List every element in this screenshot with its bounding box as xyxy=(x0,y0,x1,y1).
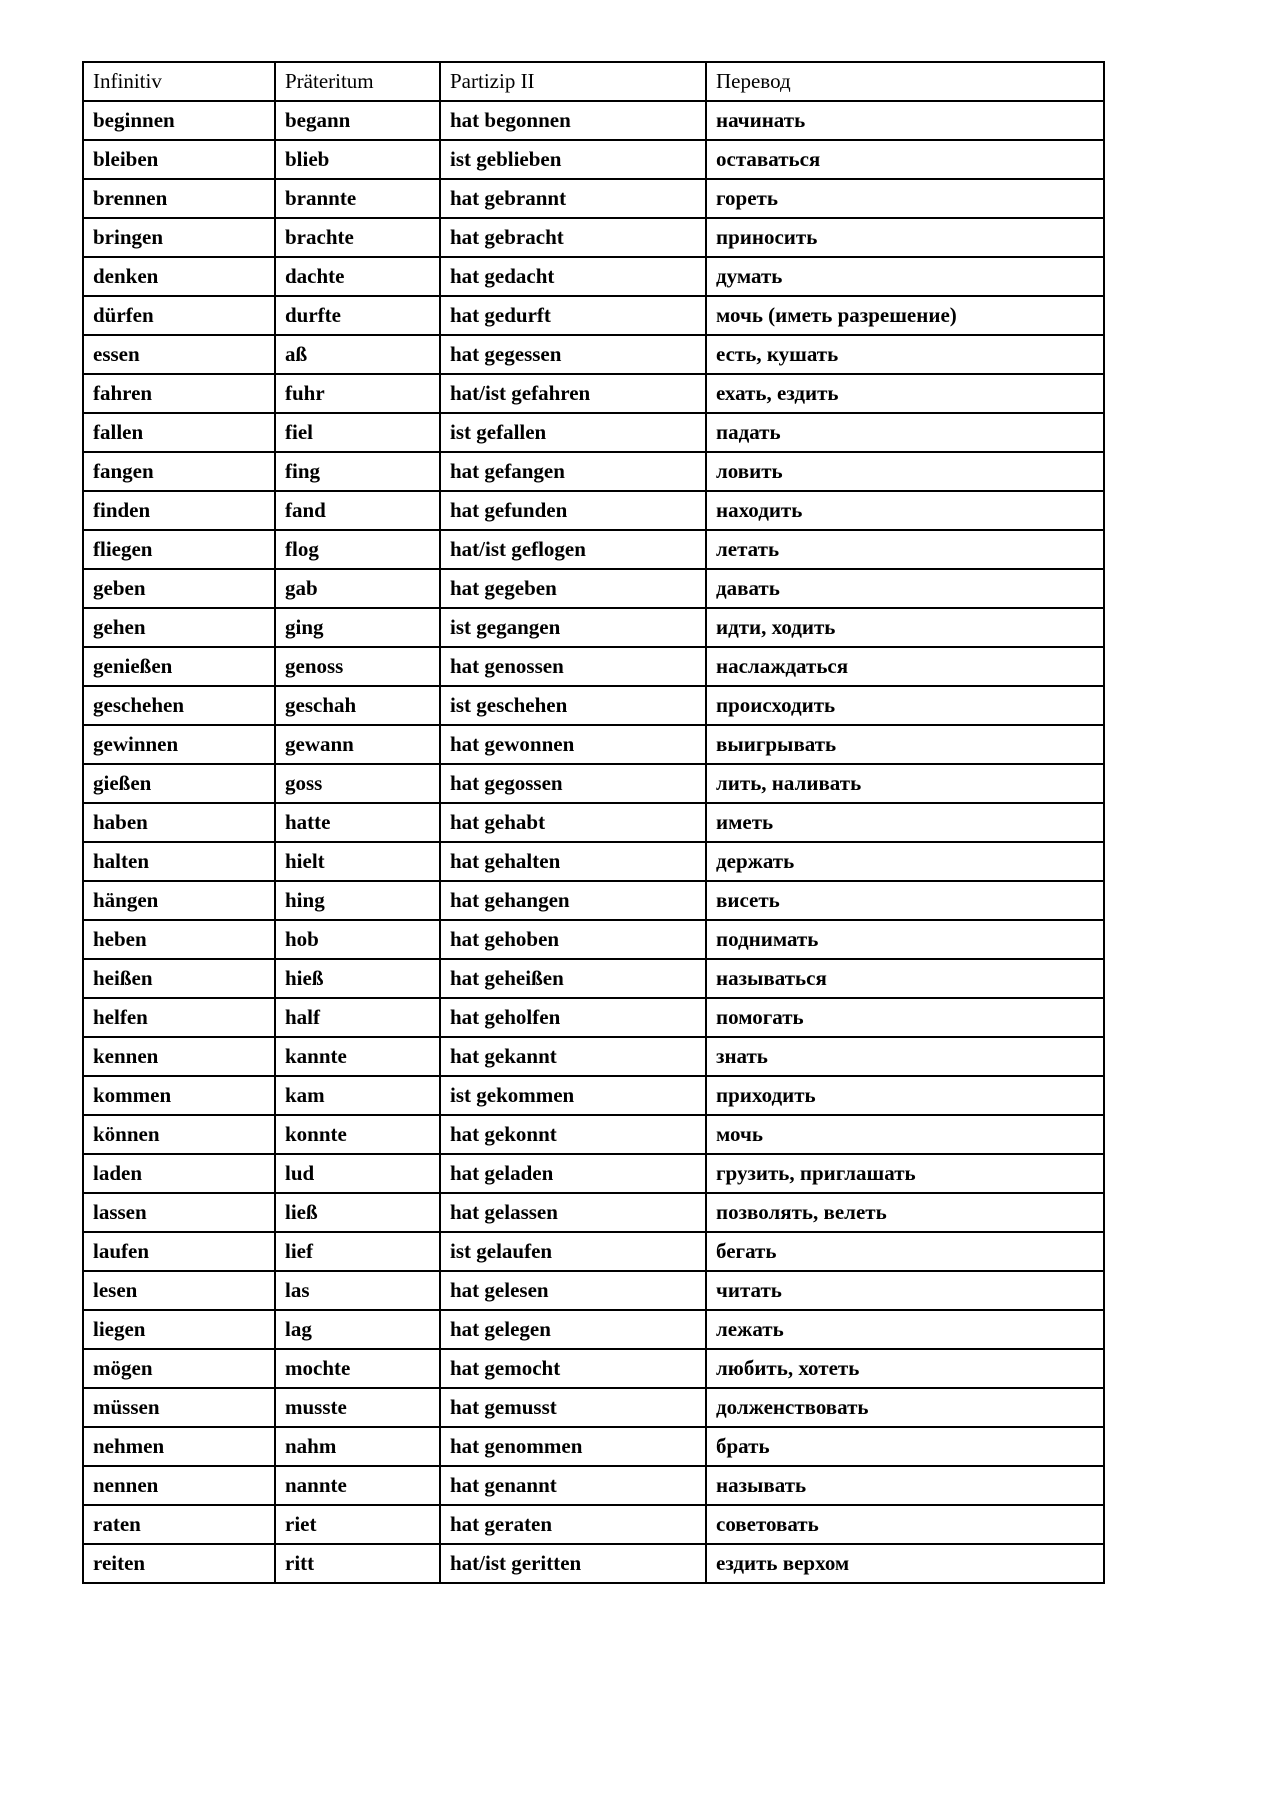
cell-praeteritum: hieß xyxy=(275,959,440,998)
cell-praeteritum: genoss xyxy=(275,647,440,686)
cell-perevod: приносить xyxy=(706,218,1104,257)
cell-partizip-ii: hat gedurft xyxy=(440,296,706,335)
cell-praeteritum: ritt xyxy=(275,1544,440,1583)
cell-partizip-ii: hat gekonnt xyxy=(440,1115,706,1154)
cell-praeteritum: lag xyxy=(275,1310,440,1349)
cell-perevod: держать xyxy=(706,842,1104,881)
cell-partizip-ii: hat geheißen xyxy=(440,959,706,998)
cell-praeteritum: mochte xyxy=(275,1349,440,1388)
cell-infinitiv: heißen xyxy=(83,959,275,998)
cell-partizip-ii: hat gekannt xyxy=(440,1037,706,1076)
cell-praeteritum: hob xyxy=(275,920,440,959)
cell-infinitiv: geschehen xyxy=(83,686,275,725)
cell-partizip-ii: hat gewonnen xyxy=(440,725,706,764)
cell-perevod: ехать, ездить xyxy=(706,374,1104,413)
header-row xyxy=(83,62,1104,101)
cell-praeteritum: gab xyxy=(275,569,440,608)
cell-partizip-ii: hat gehabt xyxy=(440,803,706,842)
cell-infinitiv: mögen xyxy=(83,1349,275,1388)
cell-perevod: падать xyxy=(706,413,1104,452)
table-row xyxy=(83,1271,1104,1310)
cell-perevod: долженствовать xyxy=(706,1388,1104,1427)
cell-perevod: летать xyxy=(706,530,1104,569)
table-row xyxy=(83,413,1104,452)
table-row xyxy=(83,1505,1104,1544)
cell-partizip-ii: hat gemocht xyxy=(440,1349,706,1388)
cell-perevod: лежать xyxy=(706,1310,1104,1349)
cell-perevod: читать xyxy=(706,1271,1104,1310)
cell-perevod: происходить xyxy=(706,686,1104,725)
table-row xyxy=(83,257,1104,296)
cell-partizip-ii: hat gehalten xyxy=(440,842,706,881)
table-row xyxy=(83,374,1104,413)
header-perevod: Перевод xyxy=(706,62,1104,101)
cell-infinitiv: fangen xyxy=(83,452,275,491)
cell-perevod: поднимать xyxy=(706,920,1104,959)
table-row xyxy=(83,296,1104,335)
cell-partizip-ii: hat gehangen xyxy=(440,881,706,920)
cell-infinitiv: kommen xyxy=(83,1076,275,1115)
cell-infinitiv: bringen xyxy=(83,218,275,257)
header-partizip-ii: Partizip II xyxy=(440,62,706,101)
cell-partizip-ii: ist gelaufen xyxy=(440,1232,706,1271)
cell-praeteritum: ließ xyxy=(275,1193,440,1232)
cell-infinitiv: dürfen xyxy=(83,296,275,335)
cell-praeteritum: musste xyxy=(275,1388,440,1427)
table-row xyxy=(83,1544,1104,1583)
cell-infinitiv: essen xyxy=(83,335,275,374)
table-row xyxy=(83,1115,1104,1154)
table-row xyxy=(83,725,1104,764)
cell-perevod: идти, ходить xyxy=(706,608,1104,647)
table-row xyxy=(83,1154,1104,1193)
table-row xyxy=(83,1076,1104,1115)
cell-perevod: давать xyxy=(706,569,1104,608)
cell-perevod: называть xyxy=(706,1466,1104,1505)
cell-partizip-ii: hat geholfen xyxy=(440,998,706,1037)
cell-infinitiv: können xyxy=(83,1115,275,1154)
cell-partizip-ii: hat gegossen xyxy=(440,764,706,803)
cell-praeteritum: las xyxy=(275,1271,440,1310)
cell-praeteritum: hielt xyxy=(275,842,440,881)
table-row xyxy=(83,842,1104,881)
cell-infinitiv: raten xyxy=(83,1505,275,1544)
table-row xyxy=(83,1388,1104,1427)
cell-perevod: висеть xyxy=(706,881,1104,920)
verb-table xyxy=(82,61,1105,1584)
table-row xyxy=(83,764,1104,803)
cell-partizip-ii: hat gehoben xyxy=(440,920,706,959)
cell-partizip-ii: ist geschehen xyxy=(440,686,706,725)
table-row xyxy=(83,1349,1104,1388)
cell-praeteritum: brachte xyxy=(275,218,440,257)
verb-table-header xyxy=(83,62,1104,101)
cell-partizip-ii: hat gefunden xyxy=(440,491,706,530)
cell-infinitiv: heben xyxy=(83,920,275,959)
cell-perevod: знать xyxy=(706,1037,1104,1076)
cell-praeteritum: kannte xyxy=(275,1037,440,1076)
cell-praeteritum: geschah xyxy=(275,686,440,725)
cell-partizip-ii: ist gegangen xyxy=(440,608,706,647)
cell-perevod: грузить, приглашать xyxy=(706,1154,1104,1193)
cell-praeteritum: ging xyxy=(275,608,440,647)
cell-infinitiv: gewinnen xyxy=(83,725,275,764)
cell-partizip-ii: ist geblieben xyxy=(440,140,706,179)
cell-praeteritum: begann xyxy=(275,101,440,140)
table-row xyxy=(83,179,1104,218)
cell-praeteritum: nahm xyxy=(275,1427,440,1466)
table-row xyxy=(83,959,1104,998)
verb-table-body xyxy=(83,101,1104,1583)
cell-partizip-ii: hat begonnen xyxy=(440,101,706,140)
table-row xyxy=(83,1427,1104,1466)
cell-praeteritum: flog xyxy=(275,530,440,569)
cell-infinitiv: gehen xyxy=(83,608,275,647)
cell-partizip-ii: hat/ist geflogen xyxy=(440,530,706,569)
cell-partizip-ii: hat gefangen xyxy=(440,452,706,491)
table-row xyxy=(83,803,1104,842)
table-row xyxy=(83,1037,1104,1076)
header-infinitiv: Infinitiv xyxy=(83,62,275,101)
cell-praeteritum: half xyxy=(275,998,440,1037)
cell-perevod: позволять, велеть xyxy=(706,1193,1104,1232)
cell-perevod: мочь xyxy=(706,1115,1104,1154)
cell-praeteritum: hing xyxy=(275,881,440,920)
cell-partizip-ii: hat geraten xyxy=(440,1505,706,1544)
cell-praeteritum: blieb xyxy=(275,140,440,179)
cell-praeteritum: dachte xyxy=(275,257,440,296)
cell-infinitiv: laufen xyxy=(83,1232,275,1271)
cell-perevod: начинать xyxy=(706,101,1104,140)
cell-perevod: иметь xyxy=(706,803,1104,842)
table-row xyxy=(83,920,1104,959)
cell-perevod: брать xyxy=(706,1427,1104,1466)
cell-infinitiv: fallen xyxy=(83,413,275,452)
cell-praeteritum: aß xyxy=(275,335,440,374)
cell-perevod: наслаждаться xyxy=(706,647,1104,686)
cell-perevod: лить, наливать xyxy=(706,764,1104,803)
cell-partizip-ii: hat gegeben xyxy=(440,569,706,608)
cell-praeteritum: lief xyxy=(275,1232,440,1271)
cell-perevod: ловить xyxy=(706,452,1104,491)
table-row xyxy=(83,140,1104,179)
cell-praeteritum: goss xyxy=(275,764,440,803)
cell-partizip-ii: hat gelassen xyxy=(440,1193,706,1232)
cell-praeteritum: fing xyxy=(275,452,440,491)
cell-perevod: гореть xyxy=(706,179,1104,218)
cell-partizip-ii: hat geladen xyxy=(440,1154,706,1193)
cell-perevod: ездить верхом xyxy=(706,1544,1104,1583)
cell-praeteritum: fiel xyxy=(275,413,440,452)
cell-perevod: бегать xyxy=(706,1232,1104,1271)
cell-perevod: советовать xyxy=(706,1505,1104,1544)
cell-perevod: оставаться xyxy=(706,140,1104,179)
cell-infinitiv: reiten xyxy=(83,1544,275,1583)
table-row xyxy=(83,686,1104,725)
cell-praeteritum: durfte xyxy=(275,296,440,335)
cell-partizip-ii: hat gebracht xyxy=(440,218,706,257)
table-row xyxy=(83,647,1104,686)
cell-praeteritum: riet xyxy=(275,1505,440,1544)
table-row xyxy=(83,335,1104,374)
table-row xyxy=(83,1310,1104,1349)
cell-infinitiv: geben xyxy=(83,569,275,608)
cell-infinitiv: denken xyxy=(83,257,275,296)
cell-perevod: помогать xyxy=(706,998,1104,1037)
cell-perevod: находить xyxy=(706,491,1104,530)
cell-infinitiv: gießen xyxy=(83,764,275,803)
table-row xyxy=(83,569,1104,608)
cell-partizip-ii: hat gelesen xyxy=(440,1271,706,1310)
table-row xyxy=(83,491,1104,530)
cell-praeteritum: hatte xyxy=(275,803,440,842)
cell-infinitiv: hängen xyxy=(83,881,275,920)
cell-infinitiv: laden xyxy=(83,1154,275,1193)
cell-partizip-ii: hat gegessen xyxy=(440,335,706,374)
cell-perevod: приходить xyxy=(706,1076,1104,1115)
cell-perevod: называться xyxy=(706,959,1104,998)
table-row xyxy=(83,101,1104,140)
cell-infinitiv: beginnen xyxy=(83,101,275,140)
cell-infinitiv: liegen xyxy=(83,1310,275,1349)
cell-praeteritum: konnte xyxy=(275,1115,440,1154)
cell-praeteritum: fuhr xyxy=(275,374,440,413)
table-row xyxy=(83,1466,1104,1505)
cell-infinitiv: fahren xyxy=(83,374,275,413)
cell-partizip-ii: hat gemusst xyxy=(440,1388,706,1427)
table-row xyxy=(83,218,1104,257)
cell-infinitiv: brennen xyxy=(83,179,275,218)
cell-infinitiv: halten xyxy=(83,842,275,881)
cell-partizip-ii: hat/ist gefahren xyxy=(440,374,706,413)
cell-partizip-ii: hat genommen xyxy=(440,1427,706,1466)
cell-infinitiv: bleiben xyxy=(83,140,275,179)
cell-infinitiv: kennen xyxy=(83,1037,275,1076)
cell-infinitiv: müssen xyxy=(83,1388,275,1427)
cell-infinitiv: lassen xyxy=(83,1193,275,1232)
cell-praeteritum: lud xyxy=(275,1154,440,1193)
cell-perevod: думать xyxy=(706,257,1104,296)
cell-infinitiv: haben xyxy=(83,803,275,842)
table-row xyxy=(83,530,1104,569)
cell-infinitiv: nennen xyxy=(83,1466,275,1505)
cell-praeteritum: nannte xyxy=(275,1466,440,1505)
cell-infinitiv: finden xyxy=(83,491,275,530)
cell-partizip-ii: ist gekommen xyxy=(440,1076,706,1115)
cell-partizip-ii: hat gebrannt xyxy=(440,179,706,218)
header-praeteritum: Präteritum xyxy=(275,62,440,101)
cell-infinitiv: lesen xyxy=(83,1271,275,1310)
cell-perevod: любить, хотеть xyxy=(706,1349,1104,1388)
table-row xyxy=(83,998,1104,1037)
cell-infinitiv: genießen xyxy=(83,647,275,686)
cell-perevod: выигрывать xyxy=(706,725,1104,764)
cell-partizip-ii: hat genossen xyxy=(440,647,706,686)
cell-partizip-ii: ist gefallen xyxy=(440,413,706,452)
table-row xyxy=(83,452,1104,491)
cell-praeteritum: fand xyxy=(275,491,440,530)
cell-partizip-ii: hat gedacht xyxy=(440,257,706,296)
cell-partizip-ii: hat gelegen xyxy=(440,1310,706,1349)
cell-praeteritum: kam xyxy=(275,1076,440,1115)
cell-perevod: есть, кушать xyxy=(706,335,1104,374)
cell-infinitiv: fliegen xyxy=(83,530,275,569)
cell-partizip-ii: hat genannt xyxy=(440,1466,706,1505)
table-row xyxy=(83,1193,1104,1232)
cell-perevod: мочь (иметь разрешение) xyxy=(706,296,1104,335)
cell-infinitiv: nehmen xyxy=(83,1427,275,1466)
table-row xyxy=(83,1232,1104,1271)
cell-infinitiv: helfen xyxy=(83,998,275,1037)
cell-partizip-ii: hat/ist geritten xyxy=(440,1544,706,1583)
table-row xyxy=(83,881,1104,920)
table-row xyxy=(83,608,1104,647)
cell-praeteritum: brannte xyxy=(275,179,440,218)
cell-praeteritum: gewann xyxy=(275,725,440,764)
